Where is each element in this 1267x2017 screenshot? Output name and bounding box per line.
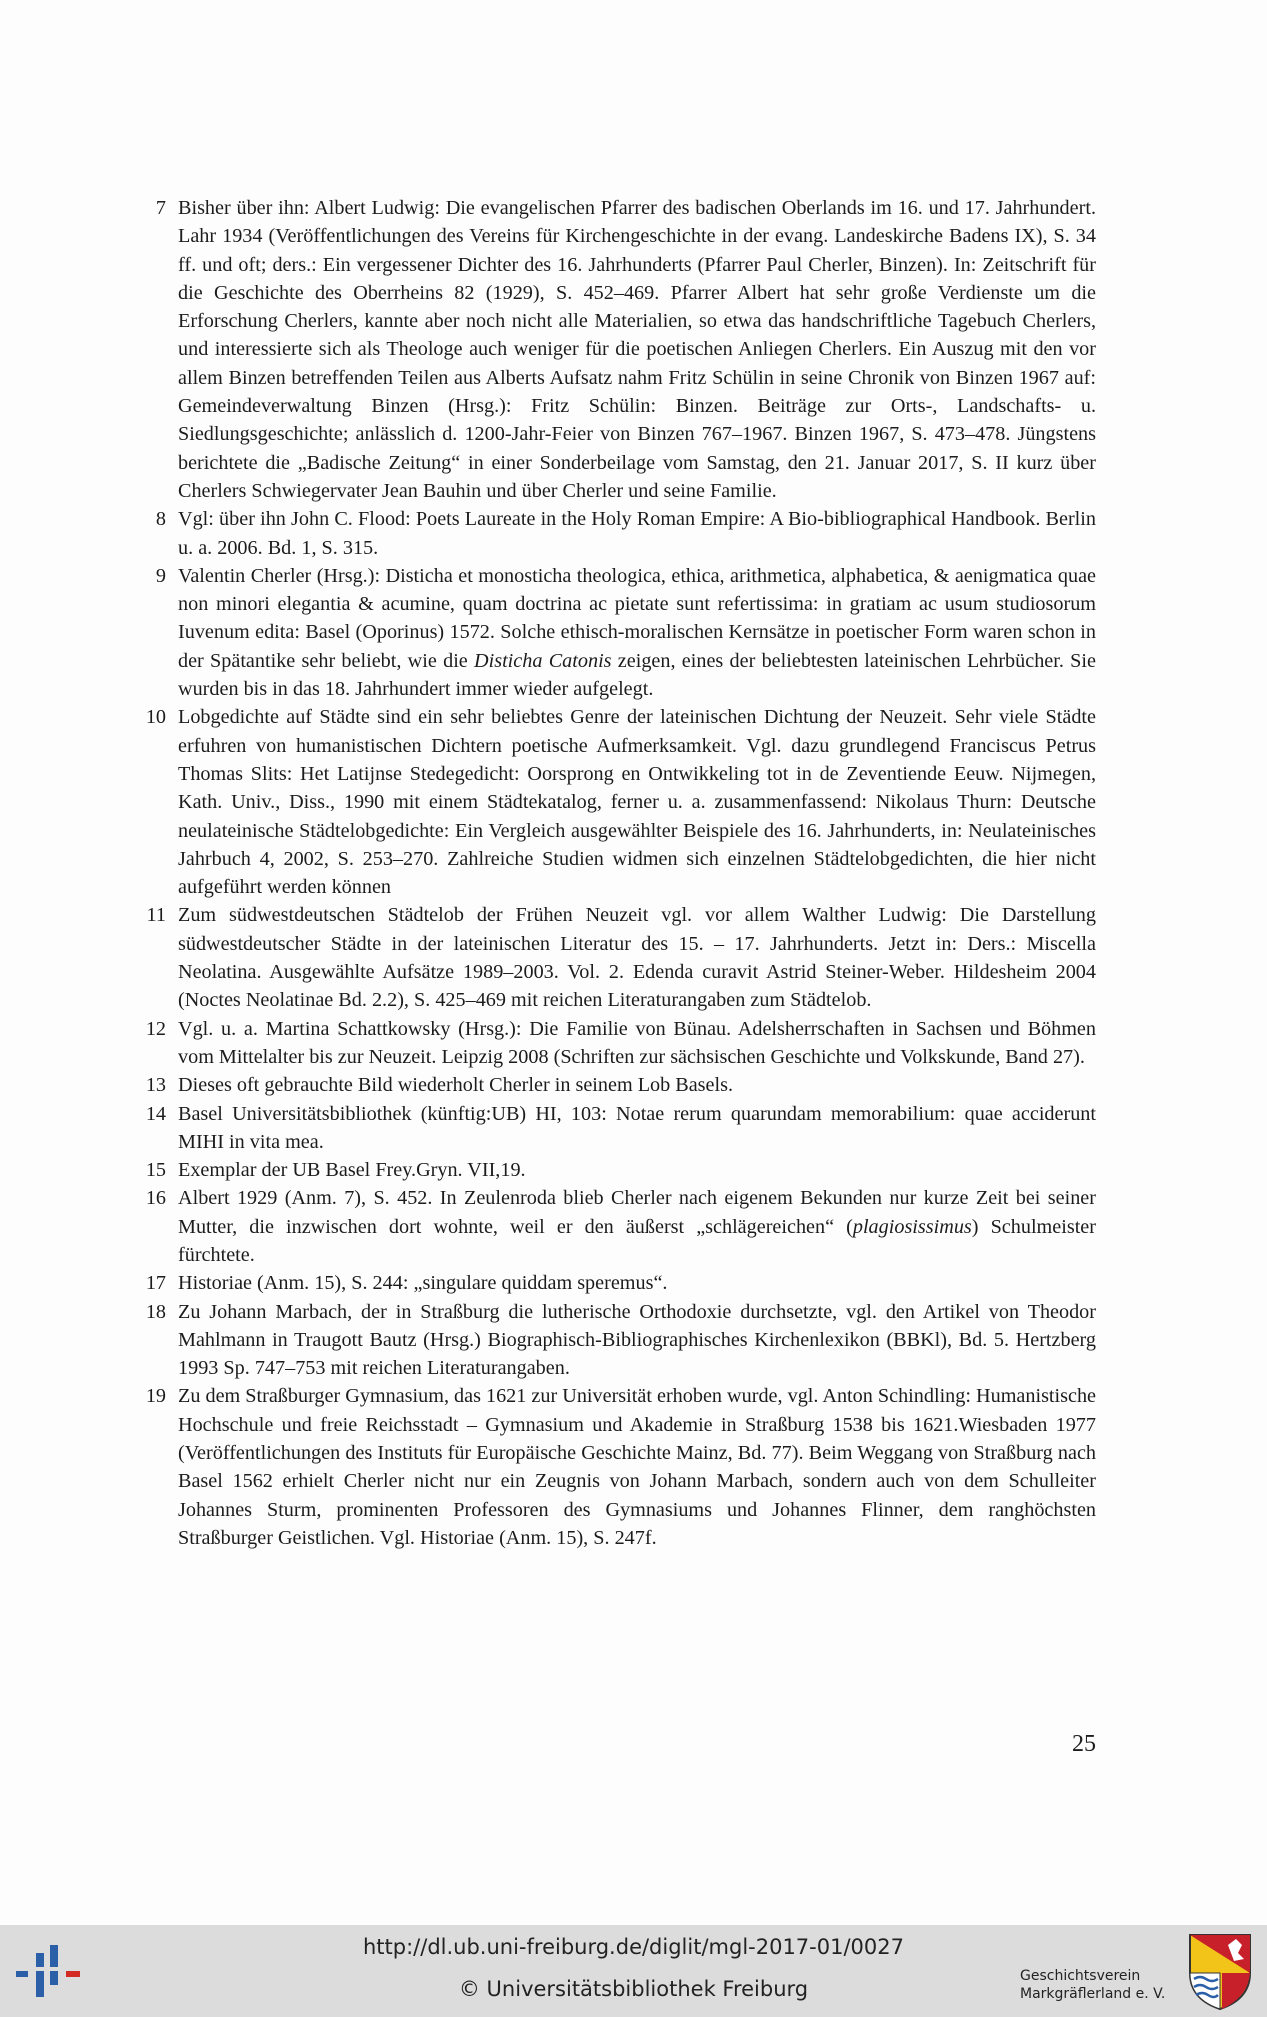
footnote-text: Exemplar der UB Basel Frey.Gryn. VII,19. — [178, 1159, 526, 1182]
footnote-text: Bisher über ihn: Albert Ludwig: Die evangelischen Pfarrer des badischen Oberlands im 16. und 17. Jahrhundert. Lahr 1934 (Veröffentlichungen des Vereins für Kirchengeschichte in der evang. Landeskirche Badens IX), S. 34 ff. und oft; ders.: Ein vergessener Dichter des 16. Jahrhunderts (Pfarrer Paul Cherler, Binzen). In: Zeitschrift für die Geschichte des Oberrheins 82 (1929), S. 452–469. Pfarrer Albert hat sehr große Verdienste um die Erforschung Cherlers, kannte aber noch nicht alle Materialien, so etwa das handschriftliche Tagebuch Cherlers, und interessierte sich als Theologe auch weniger für die poetischen Anliegen Cherlers. Ein Auszug mit den vor allem Binzen betreffenden Teilen aus Alberts Aufsatz nahm Fritz Schülin in seine Chronik von Binzen 1967 auf: Gemeindeverwaltung Binzen (Hrsg.): Fritz Schülin: Binzen. Beiträge zur Orts-, Landschafts- u. Siedlungsgeschichte; anlässlich d. 1200-Jahr-Feier von Binzen 767–1967. Binzen 1967, S. 473–478. Jüngstens berichtete die „Badische Zeitung“ in einer Sonderbeilage vom Samstag, den 21. Januar 2017, S. II kurz über Cherlers Schwiegervater Jean Bauhin und über Cherler und seine Familie. — [178, 197, 1096, 502]
society-name — [1020, 1967, 1180, 2003]
footnote-number: 15 — [145, 1159, 166, 1182]
footnote — [136, 1382, 1096, 1552]
footnote-text: Basel Universitätsbibliothek (künftig:UB) HI, 103: Notae rerum quarundam memorabilium: quae acciderunt MIHI in vita mea. — [178, 1102, 1096, 1153]
footnote-number: 19 — [145, 1385, 166, 1408]
footnote — [136, 703, 1096, 901]
footnote-number: 12 — [145, 1017, 166, 1040]
footnote-number: 8 — [155, 508, 166, 531]
footnote-text: Valentin Cherler (Hrsg.): Disticha et monosticha theologica, ethica, arithmetica, alphabetica, & aenigmatica quae non minori elegantia & acumine, quam doctrina ac pietate sunt refertissima: in gratiam ac usum studiosorum Iuvenum edita: Basel (Oporinus) 1572. Solche ethisch-moralischen Kernsätze in poetischer Form waren schon in der Spätantike sehr beliebt, wie die Disticha Catonis zeigen, eines der beliebtesten lateinischen Lehrbücher. Sie wurden bis in das 18. Jahrhundert immer wieder aufgelegt. — [178, 564, 1096, 701]
footnote-number: 13 — [145, 1074, 166, 1097]
society-name-line1: Geschichtsverein — [1020, 1968, 1141, 1984]
footnote-text: Zu dem Straßburger Gymnasium, das 1621 zur Universität erhoben wurde, vgl. Anton Schindling: Humanistische Hochschule und freie Reichsstadt – Gymnasium und Akademie in Straßburg 1538 bis 1621.Wiesbaden 1977 (Veröffentlichungen des Instituts für Europäische Geschichte Mainz, Bd. 77). Beim Weggang von Straßburg nach Basel 1562 erhielt Cherler nicht nur ein Zeugnis von Johann Marbach, sondern auch von dem Schulleiter Johannes Sturm, prominenten Professoren des Gymnasiums und Johannes Flinner, dem ranghöchsten Straßburger Geistlichen. Vgl. Historiae (Anm. 15), S. 247f. — [178, 1385, 1097, 1549]
footnote — [136, 1071, 1096, 1099]
coat-of-arms-icon[interactable] — [1188, 1933, 1252, 2011]
footnote — [136, 1156, 1096, 1184]
footnote-text: Lobgedichte auf Städte sind ein sehr beliebtes Genre der lateinischen Dichtung der Neuzeit. Sehr viele Städte erfuhren von humanistischen Dichtern poetische Aufmerksamkeit. Vgl. dazu grundlegend Franciscus Petrus Thomas Slits: Het Latijnse Stedegedicht: Oorsprong en Ontwikkeling tot in de Zeventiende Eeuw. Nijmegen, Kath. Univ., Diss., 1990 mit einem Städtekatalog, ferner u. a. zusammenfassend: Nikolaus Thurn: Deutsche neulateinische Städtelobgedichte: Ein Vergleich ausgewählter Beispiele des 16. Jahrhunderts, in: Neulateinisches Jahrbuch 4, 2002, S. 253–270. Zahlreiche Studien widmen sich einzelnen Städtelobgedichten, die hier nicht aufgeführt werden können — [178, 706, 1096, 899]
viewer-footer — [0, 1925, 1267, 2017]
footnotes-list — [136, 194, 1096, 1552]
footnote-text: Dieses oft gebrauchte Bild wiederholt Cherler in seinem Lob Basels. — [178, 1074, 734, 1097]
society-name-line2: Markgräflerland e. V. — [1020, 1986, 1166, 2002]
footnote-text: Historiae (Anm. 15), S. 244: „singulare quiddam speremus“. — [178, 1272, 668, 1295]
footnote-number: 16 — [145, 1187, 166, 1210]
footnote — [136, 562, 1096, 703]
footnote-text: Vgl. u. a. Martina Schattkowsky (Hrsg.): Die Familie von Bünau. Adelsherrschaften in Sachsen und Böhmen vom Mittelalter bis zur Neuzeit. Leipzig 2008 (Schriften zur sächsischen Geschichte und Volkskunde, Band 27). — [178, 1017, 1096, 1068]
footnote — [136, 1184, 1096, 1269]
copyright-text: © Universitätsbibliothek Freiburg — [458, 1977, 809, 2001]
footnote-text: Zum südwestdeutschen Städtelob der Frühen Neuzeit vgl. vor allem Walther Ludwig: Die Darstellung südwestdeutscher Städte in der lateinischen Literatur des 15. – 17. Jahrhunderts. Jetzt in: Ders.: Miscella Neolatina. Ausgewählte Aufsätze 1989–2003. Vol. 2. Edenda curavit Astrid Steiner-Weber. Hildesheim 2004 (Noctes Neolatinae Bd. 2.2), S. 425–469 mit reichen Literaturangaben zum Städtelob. — [178, 904, 1096, 1012]
footnote — [136, 901, 1096, 1014]
footnote-text: Vgl: über ihn John C. Flood: Poets Laureate in the Holy Roman Empire: A Bio-bibliographical Handbook. Berlin u. a. 2006. Bd. 1, S. 315. — [178, 508, 1096, 559]
footnote-text: Albert 1929 (Anm. 7), S. 452. In Zeulenroda blieb Cherler nach eigenem Bekunden nur kurze Zeit bei seiner Mutter, die inzwischen dort wohnte, weil er den äußerst „schlägereichen“ (plagiosissimus) Schulmeister fürchtete. — [178, 1187, 1096, 1266]
footnote-text: Zu Johann Marbach, der in Straßburg die lutherische Orthodoxie durchsetzte, vgl. den Artikel von Theodor Mahlmann in Traugott Bautz (Hrsg.) Biographisch-Bibliographisches Kirchenlexikon (BBKl), Bd. 5. Hertzberg 1993 Sp. 747–753 mit reichen Literaturangaben. — [178, 1300, 1096, 1380]
footnote — [136, 194, 1096, 505]
footnote — [136, 1015, 1096, 1072]
footnote-number: 10 — [145, 706, 166, 729]
footnote — [136, 1100, 1096, 1157]
footnote-number: 14 — [145, 1102, 166, 1125]
page-number: 25 — [1072, 1731, 1096, 1757]
footnote-number: 18 — [145, 1300, 166, 1323]
footnote-number: 9 — [155, 564, 166, 587]
permalink-url[interactable]: http://dl.ub.uni-freiburg.de/diglit/mgl-2017-01/0027 — [362, 1935, 904, 1959]
footnote — [136, 505, 1096, 562]
footnote — [136, 1298, 1096, 1383]
footnote-number: 17 — [145, 1272, 166, 1295]
footnote — [136, 1269, 1096, 1297]
footnote-number: 11 — [146, 904, 166, 927]
footnote-number: 7 — [155, 197, 166, 219]
